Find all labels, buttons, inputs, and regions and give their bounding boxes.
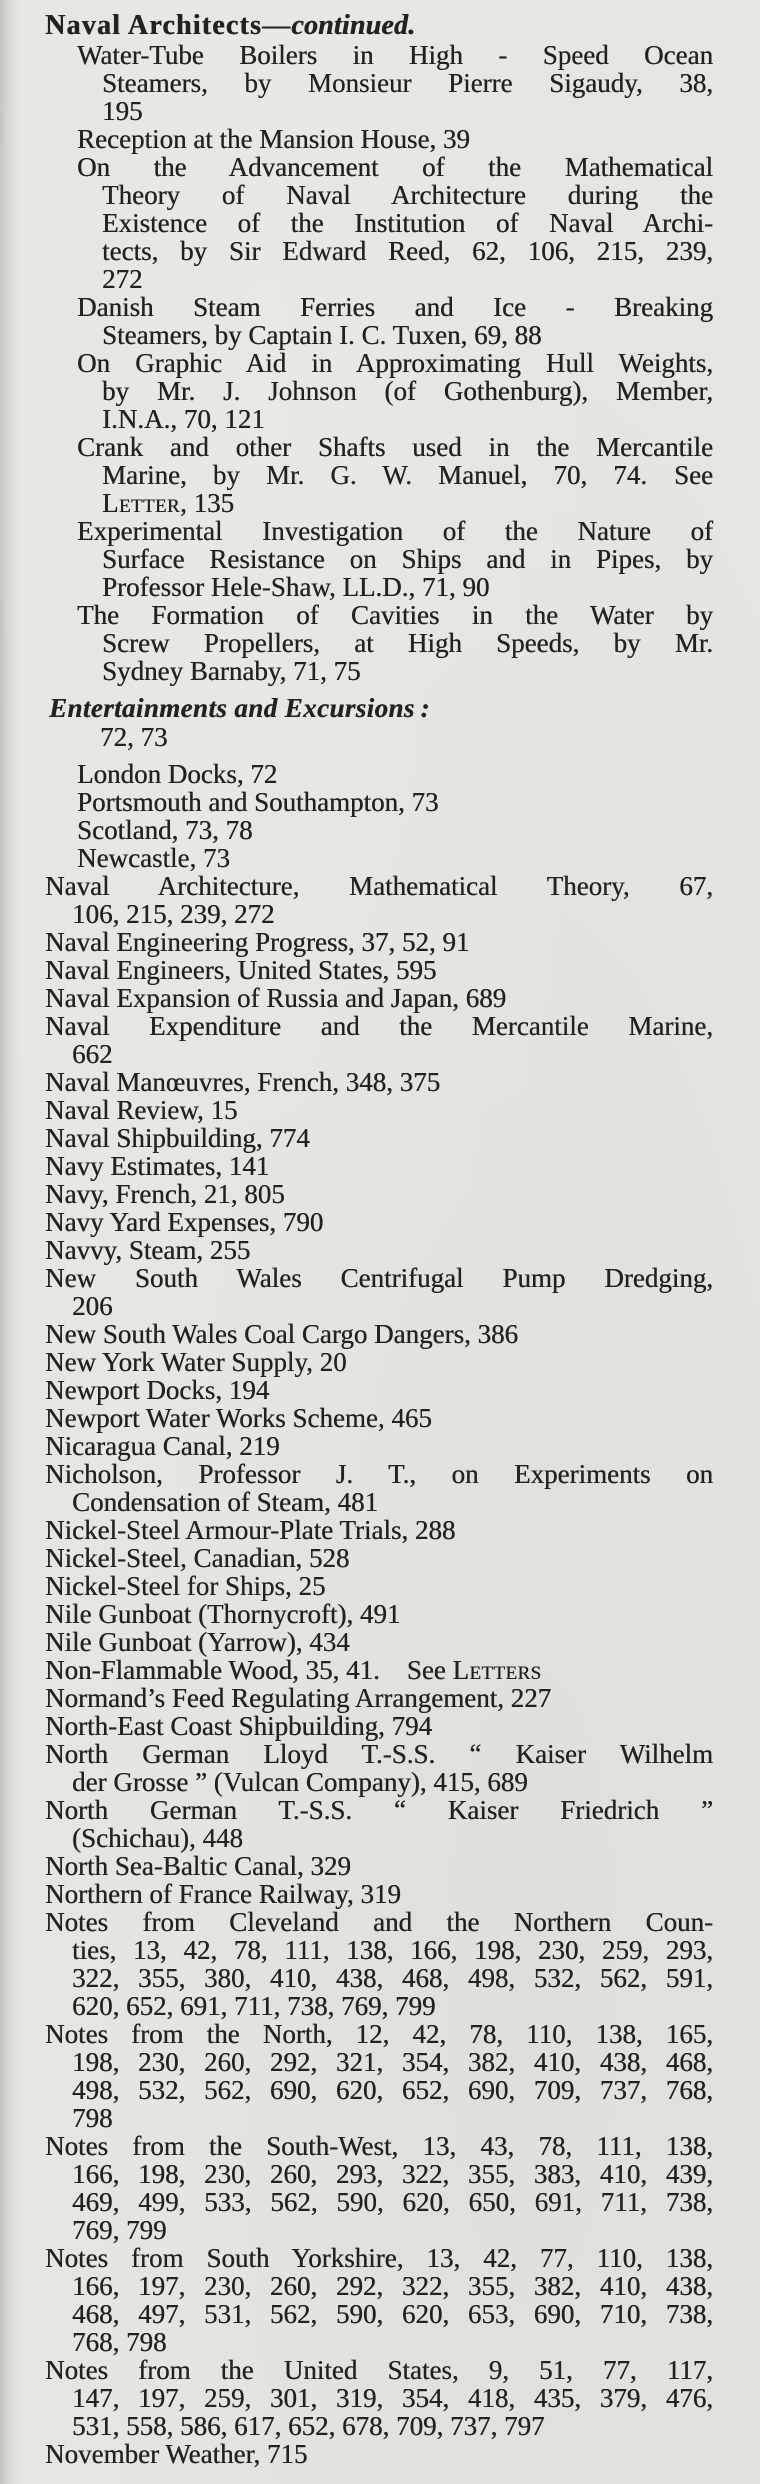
index-entry: [45, 349, 713, 433]
index-entry: [45, 1656, 713, 1684]
index-entry: [45, 928, 713, 956]
index-line: Naval Architecture, Mathematical Theory, 67,: [45, 871, 713, 901]
index-line: Nile Gunboat (Thornycroft), 491: [45, 1599, 401, 1629]
main-index-entry-list: [45, 872, 713, 2468]
index-line: Northern of France Railway, 319: [45, 1879, 401, 1909]
index-line: Naval Review, 15: [45, 1095, 238, 1125]
index-entry: [45, 1628, 713, 1656]
index-entry: [45, 1544, 713, 1572]
index-line: Naval Expansion of Russia and Japan, 689: [45, 983, 507, 1013]
index-entry: [45, 956, 713, 984]
index-entry: [45, 1236, 713, 1264]
index-line: Nickel-Steel, Canadian, 528: [45, 1543, 350, 1573]
index-line: 531, 558, 586, 617, 652, 678, 709, 737, 797: [72, 2411, 545, 2441]
index-line: Naval Shipbuilding, 774: [45, 1123, 310, 1153]
index-line: Experimental Investigation of the Nature of: [77, 516, 713, 546]
index-entry: [45, 788, 713, 816]
index-line: Notes from the United States, 9, 51, 77, 117,: [45, 2355, 713, 2385]
section-heading-dash: —: [261, 10, 292, 41]
small-caps-cross-reference: Letter: [102, 488, 180, 518]
index-line: London Docks, 72: [77, 759, 278, 789]
index-line: Notes from Cleveland and the Northern Coun-: [45, 1907, 713, 1937]
index-entry: [45, 872, 713, 928]
index-entry: [45, 1712, 713, 1740]
index-line: Non-Flammable Wood, 35, 41. See Letters: [45, 1655, 542, 1685]
index-line: Navy Yard Expenses, 790: [45, 1207, 324, 1237]
index-line: Nickel-Steel Armour-Plate Trials, 288: [45, 1515, 456, 1545]
index-entry: [45, 433, 713, 517]
index-line: Naval Manœuvres, French, 348, 375: [45, 1067, 441, 1097]
small-caps-cross-reference: Letters: [452, 1655, 542, 1685]
index-entry: [45, 1264, 713, 1320]
index-line: 206: [72, 1291, 113, 1321]
index-entry: [45, 2440, 713, 2468]
index-entry: [45, 1012, 713, 1068]
index-entry: [45, 517, 713, 601]
index-line: New York Water Supply, 20: [45, 1347, 347, 1377]
index-line: Sydney Barnaby, 71, 75: [102, 656, 361, 686]
index-line: 272: [102, 264, 143, 294]
index-line: 198, 230, 260, 292, 321, 354, 382, 410, 438, 468,: [72, 2047, 713, 2077]
index-line: 769, 799: [72, 2215, 167, 2245]
index-line: Nicholson, Professor J. T., on Experiments on: [45, 1459, 713, 1489]
index-entry: [45, 2132, 713, 2244]
index-entry: [45, 1460, 713, 1516]
index-line: 498, 532, 562, 690, 620, 652, 690, 709, 737, 768,: [72, 2075, 713, 2105]
index-line: 106, 215, 239, 272: [72, 899, 275, 929]
index-line: Screw Propellers, at High Speeds, by Mr.: [102, 628, 713, 658]
index-entry: [45, 1152, 713, 1180]
index-entry: [45, 1572, 713, 1600]
index-line: Condensation of Steam, 481: [72, 1487, 378, 1517]
index-line: North German Lloyd T.-S.S. “ Kaiser Wilhelm: [45, 1739, 713, 1769]
index-line: Nicaragua Canal, 219: [45, 1431, 280, 1461]
index-line: Marine, by Mr. G. W. Manuel, 70, 74. See: [102, 460, 713, 490]
index-line: 662: [72, 1039, 113, 1069]
index-line: 468, 497, 531, 562, 590, 620, 653, 690, 710, 738,: [72, 2299, 713, 2329]
index-entry: [45, 1068, 713, 1096]
index-line: November Weather, 715: [45, 2439, 308, 2469]
index-line: I.N.A., 70, 121: [102, 404, 265, 434]
index-line: Steamers, by Captain I. C. Tuxen, 69, 88: [102, 320, 542, 350]
index-entry: [45, 2356, 713, 2440]
index-line: Reception at the Mansion House, 39: [77, 124, 470, 154]
index-line: Normand’s Feed Regulating Arrangement, 227: [45, 1683, 552, 1713]
index-line: Theory of Naval Architecture during the: [102, 180, 713, 210]
index-line: Notes from the South-West, 13, 43, 78, 111, 138,: [45, 2131, 713, 2161]
index-line: Letter, 135: [102, 488, 234, 518]
section-heading-continued-label: continued.: [291, 10, 416, 41]
index-line: by Mr. J. Johnson (of Gothenburg), Member,: [102, 376, 713, 406]
index-line: 166, 198, 230, 260, 293, 322, 355, 383, 410, 439,: [72, 2159, 713, 2189]
index-line: New South Wales Coal Cargo Dangers, 386: [45, 1319, 519, 1349]
index-entry: [45, 1096, 713, 1124]
index-line: tects, by Sir Edward Reed, 62, 106, 215, 239,: [102, 236, 713, 266]
index-line: On the Advancement of the Mathematical: [77, 152, 713, 182]
index-line: North Sea-Baltic Canal, 329: [45, 1851, 351, 1881]
index-line: Scotland, 73, 78: [77, 815, 253, 845]
index-line: Nile Gunboat (Yarrow), 434: [45, 1627, 350, 1657]
index-line: Notes from South Yorkshire, 13, 42, 77, 110, 138,: [45, 2243, 713, 2273]
index-line: ties, 13, 42, 78, 111, 138, 166, 198, 230, 259, 293,: [72, 1935, 713, 1965]
index-line: North German T.-S.S. “ Kaiser Friedrich ”: [45, 1795, 713, 1825]
index-entry: [45, 1348, 713, 1376]
index-line: Existence of the Institution of Naval Archi-: [102, 208, 713, 238]
entertainments-page-numbers: 72, 73: [100, 722, 168, 752]
index-line: 322, 355, 380, 410, 438, 468, 498, 532, 562, 591,: [72, 1963, 713, 1993]
index-text-block: [45, 10, 713, 2468]
index-line: Newcastle, 73: [77, 843, 230, 873]
index-line: On Graphic Aid in Approximating Hull Weights,: [77, 348, 713, 378]
index-line: Naval Engineering Progress, 37, 52, 91: [45, 927, 470, 957]
section-heading-naval-architects: [45, 10, 713, 41]
index-line: Crank and other Shafts used in the Mercantile: [77, 432, 713, 462]
index-entry: [45, 1516, 713, 1544]
index-line: Water-Tube Boilers in High - Speed Ocean: [77, 40, 713, 70]
index-entry: [45, 1740, 713, 1796]
index-entry: [45, 41, 713, 125]
entertainments-item-list: [45, 760, 713, 872]
index-line: North-East Coast Shipbuilding, 794: [45, 1711, 432, 1741]
index-line: Notes from the North, 12, 42, 78, 110, 138, 165,: [45, 2019, 713, 2049]
index-entry: [45, 816, 713, 844]
index-entry: [45, 1796, 713, 1852]
index-entry: [45, 1124, 713, 1152]
index-line: 195: [102, 96, 143, 126]
index-entry: [45, 1880, 713, 1908]
index-entry: [45, 760, 713, 788]
index-entry: [45, 125, 713, 153]
index-line: Naval Engineers, United States, 595: [45, 955, 437, 985]
index-line: 620, 652, 691, 711, 738, 769, 799: [72, 1991, 436, 2021]
index-line: der Grosse ” (Vulcan Company), 415, 689: [72, 1767, 528, 1797]
index-entry: [45, 601, 713, 685]
index-line: Steamers, by Monsieur Pierre Sigaudy, 38,: [102, 68, 713, 98]
index-entry: [45, 1180, 713, 1208]
index-entry: [45, 1208, 713, 1236]
index-entry: [45, 1432, 713, 1460]
index-entry: [45, 2244, 713, 2356]
index-line: 469, 499, 533, 562, 590, 620, 650, 691, 711, 738,: [72, 2187, 713, 2217]
index-line: Naval Expenditure and the Mercantile Marine,: [45, 1011, 713, 1041]
index-line: 166, 197, 230, 260, 292, 322, 355, 382, 410, 438,: [72, 2271, 713, 2301]
index-entry: [45, 293, 713, 349]
index-line: Newport Water Works Scheme, 465: [45, 1403, 432, 1433]
index-line: 768, 798: [72, 2327, 167, 2357]
index-line: (Schichau), 448: [72, 1823, 243, 1853]
index-entry: [45, 1320, 713, 1348]
index-entry: [45, 1852, 713, 1880]
index-entry: [45, 1404, 713, 1432]
index-line: 147, 197, 259, 301, 319, 354, 418, 435, 379, 476,: [72, 2383, 713, 2413]
index-line: Danish Steam Ferries and Ice - Breaking: [77, 292, 713, 322]
index-line: The Formation of Cavities in the Water by: [77, 600, 713, 630]
index-line: Navy Estimates, 141: [45, 1151, 270, 1181]
index-entry: [45, 1600, 713, 1628]
index-line: 798: [72, 2103, 113, 2133]
index-line: Navvy, Steam, 255: [45, 1235, 251, 1265]
index-line: Navy, French, 21, 805: [45, 1179, 285, 1209]
entertainments-heading: Entertainments and Excursions :: [49, 693, 430, 723]
index-line: Surface Resistance on Ships and in Pipes, by: [102, 544, 713, 574]
index-entry: [45, 1908, 713, 2020]
naval-architects-entry-list: [45, 41, 713, 685]
index-line: Portsmouth and Southampton, 73: [77, 787, 439, 817]
index-entry: [45, 844, 713, 872]
index-entry: [45, 2020, 713, 2132]
index-line: Nickel-Steel for Ships, 25: [45, 1571, 326, 1601]
index-entry: [45, 1376, 713, 1404]
index-line: Professor Hele-Shaw, LL.D., 71, 90: [102, 572, 490, 602]
index-entry: [45, 984, 713, 1012]
index-entry: [45, 153, 713, 293]
index-line: New South Wales Centrifugal Pump Dredging,: [45, 1263, 713, 1293]
section-heading-title: Naval Architects: [45, 10, 262, 41]
index-entry: [45, 1684, 713, 1712]
index-line: Newport Docks, 194: [45, 1375, 270, 1405]
